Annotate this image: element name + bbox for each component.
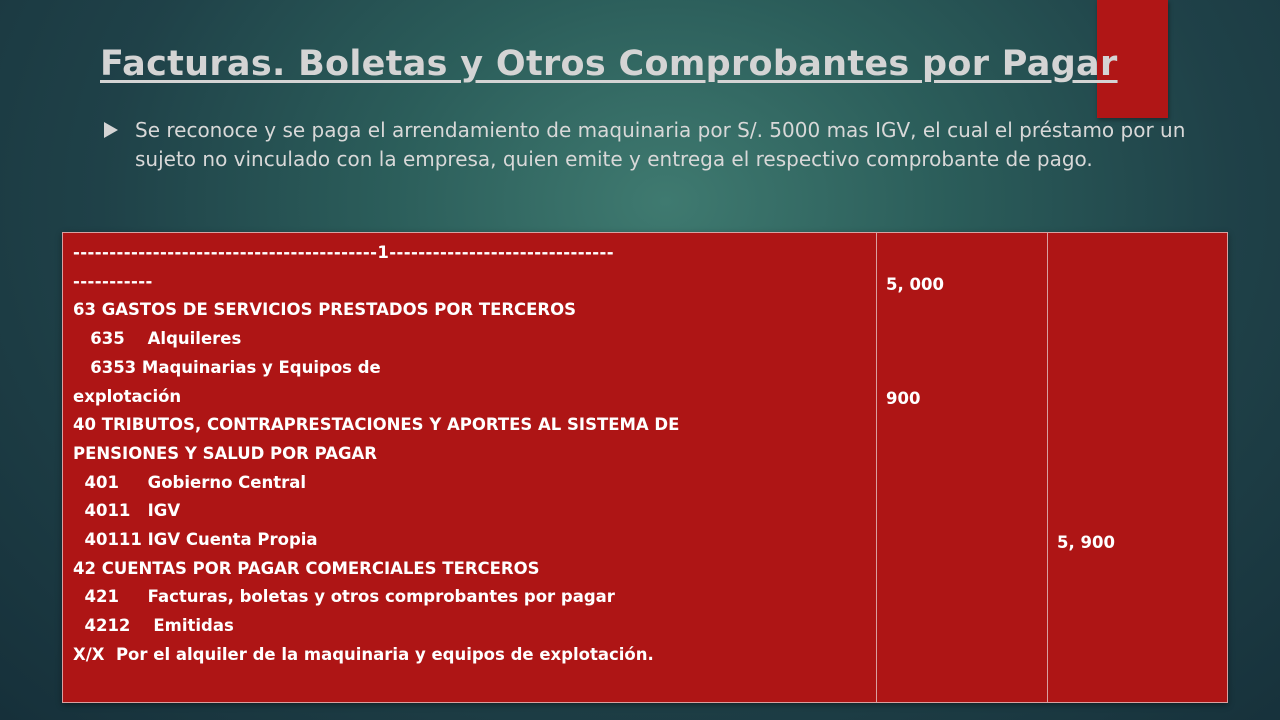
account-401-line: 401 Gobierno Central [73,472,307,492]
account-63-line: 63 GASTOS DE SERVICIOS PRESTADOS POR TERCEROS [73,300,577,320]
account-40-line: 40 TRIBUTOS, CONTRAPRESTACIONES Y APORTES AL SISTEMA DE [73,415,680,435]
account-40111-line: 40111 IGV Cuenta Propia [73,530,318,550]
debit-amount-63: 5, 000 [886,275,944,294]
account-4011-line: 4011 IGV [73,501,181,521]
account-635-line: 635 Alquileres [73,329,242,349]
account-description-cell [63,233,877,703]
account-6353-line: 6353 Maquinarias y Equipos de [73,357,381,377]
debit-amount-40: 900 [886,389,921,408]
credit-column [1048,233,1228,703]
account-6353-line-cont: explotación [73,386,182,406]
triangle-bullet-icon [104,122,118,138]
bullet-text: Se reconoce y se paga el arrendamiento de maquinaria por S/. 5000 mas IGV, el cual el préstamo por un sujeto no vinculado con la empresa, quien emite y entrega el respectivo comprobante de pago. [135,118,1186,171]
account-421-line: 421 Facturas, boletas y otros comprobantes por pagar [73,587,615,607]
credit-amount-42: 5, 900 [1057,533,1115,552]
debit-column [877,233,1048,703]
account-40-line-cont: PENSIONES Y SALUD POR PAGAR [73,443,377,463]
entry-separator-line: ----------- [73,271,153,291]
slide-title: Facturas. Boletas y Otros Comprobantes por Pagar [100,44,1118,84]
entry-separator-line: ------------------------------------------1------------------------------- [73,243,614,262]
account-42-line: 42 CUENTAS POR PAGAR COMERCIALES TERCEROS [73,558,540,578]
journal-entry-row [63,233,1228,703]
account-4212-line: 4212 Emitidas [73,616,234,636]
entry-gloss-line: X/X Por el alquiler de la maquinaria y equipos de explotación. [73,644,654,664]
journal-entry-table [62,232,1228,703]
